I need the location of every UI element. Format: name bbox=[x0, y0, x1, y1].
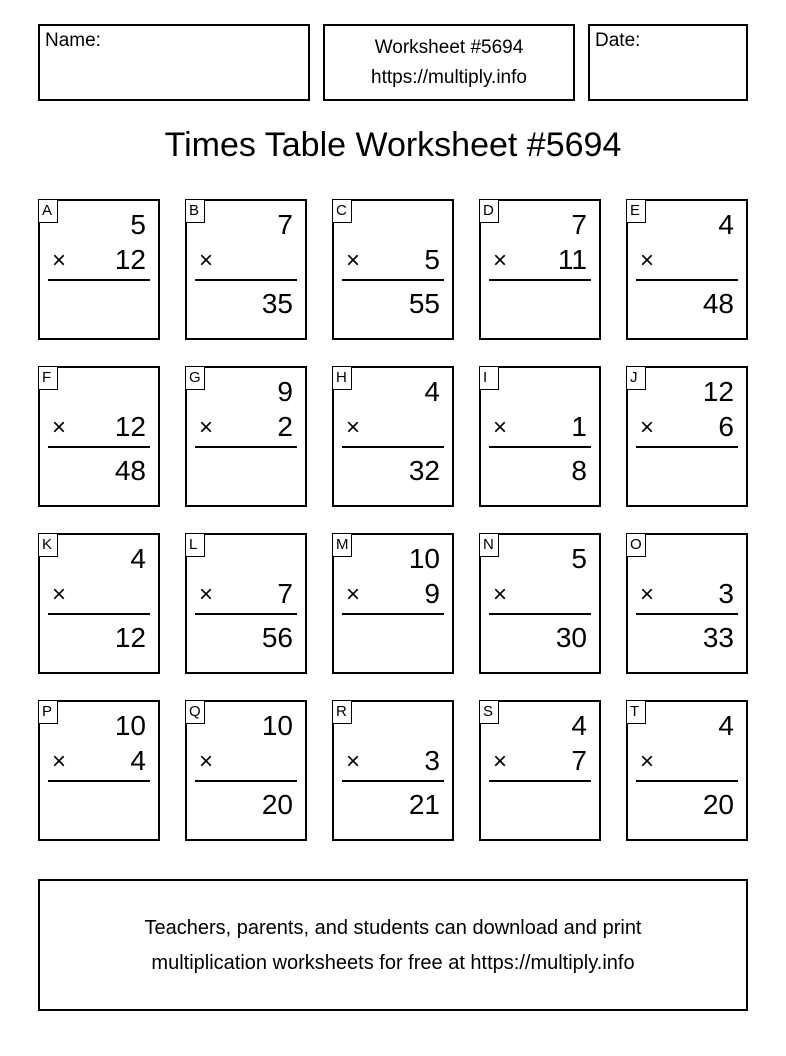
problem-card bbox=[332, 533, 454, 674]
multiplier: 7 bbox=[571, 745, 587, 776]
problem-letter: E bbox=[626, 199, 646, 223]
problem-letter: M bbox=[332, 533, 352, 557]
product: 33 bbox=[702, 622, 734, 653]
multiplicand: 4 bbox=[130, 543, 146, 574]
times-symbol: × bbox=[199, 581, 214, 608]
answer-rule bbox=[342, 279, 444, 281]
times-symbol: × bbox=[493, 247, 508, 274]
multiplicand: 10 bbox=[408, 543, 440, 574]
times-symbol: × bbox=[52, 581, 67, 608]
problem-card bbox=[626, 199, 748, 340]
answer-rule bbox=[489, 446, 591, 448]
times-symbol: × bbox=[346, 748, 361, 775]
problem-card bbox=[626, 533, 748, 674]
problem-card bbox=[185, 700, 307, 841]
problem-letter: S bbox=[479, 700, 499, 724]
name-box bbox=[38, 24, 310, 101]
multiplier: 12 bbox=[114, 411, 146, 442]
problem-letter: G bbox=[185, 366, 205, 390]
multiplicand: 4 bbox=[718, 710, 734, 741]
multiplier: 6 bbox=[718, 411, 734, 442]
multiplicand: 12 bbox=[702, 376, 734, 407]
product: 35 bbox=[261, 288, 293, 319]
problem-letter: A bbox=[38, 199, 58, 223]
problem-letter: P bbox=[38, 700, 58, 724]
times-symbol: × bbox=[52, 247, 67, 274]
problem-card bbox=[332, 199, 454, 340]
problem-card bbox=[332, 700, 454, 841]
worksheet-number: Worksheet #5694 bbox=[374, 37, 524, 58]
problem-letter: N bbox=[479, 533, 499, 557]
problem-card bbox=[479, 700, 601, 841]
answer-rule bbox=[48, 446, 150, 448]
problem-card bbox=[38, 199, 160, 340]
problem-letter: O bbox=[626, 533, 646, 557]
answer-rule bbox=[489, 613, 591, 615]
answer-rule bbox=[195, 613, 297, 615]
multiplier: 4 bbox=[130, 745, 146, 776]
problem-card bbox=[185, 199, 307, 340]
product: 8 bbox=[571, 455, 587, 486]
date-box bbox=[588, 24, 748, 101]
multiplicand: 7 bbox=[277, 209, 293, 240]
answer-rule bbox=[636, 446, 738, 448]
multiplicand: 5 bbox=[571, 543, 587, 574]
problem-card bbox=[479, 199, 601, 340]
multiplicand: 4 bbox=[424, 376, 440, 407]
multiplier: 2 bbox=[277, 411, 293, 442]
times-symbol: × bbox=[493, 414, 508, 441]
multiplier: 1 bbox=[571, 411, 587, 442]
product: 20 bbox=[261, 789, 293, 820]
answer-rule bbox=[195, 446, 297, 448]
product: 48 bbox=[114, 455, 146, 486]
times-symbol: × bbox=[346, 247, 361, 274]
problem-card bbox=[38, 533, 160, 674]
problem-card bbox=[38, 366, 160, 507]
problem-card bbox=[626, 366, 748, 507]
product: 21 bbox=[408, 789, 440, 820]
times-symbol: × bbox=[346, 581, 361, 608]
answer-rule bbox=[489, 780, 591, 782]
problem-letter: I bbox=[479, 366, 499, 390]
multiplicand: 4 bbox=[718, 209, 734, 240]
problem-letter: H bbox=[332, 366, 352, 390]
product: 56 bbox=[261, 622, 293, 653]
multiplier: 7 bbox=[277, 578, 293, 609]
times-symbol: × bbox=[199, 414, 214, 441]
footer-line-1: Teachers, parents, and students can download and print bbox=[144, 917, 642, 939]
problem-letter: L bbox=[185, 533, 205, 557]
problem-letter: B bbox=[185, 199, 205, 223]
times-symbol: × bbox=[493, 581, 508, 608]
multiplicand: 9 bbox=[277, 376, 293, 407]
problem-letter: T bbox=[626, 700, 646, 724]
problem-letter: D bbox=[479, 199, 499, 223]
name-label: Name: bbox=[45, 30, 101, 51]
product: 55 bbox=[408, 288, 440, 319]
problem-card bbox=[185, 366, 307, 507]
times-symbol: × bbox=[52, 748, 67, 775]
multiplier: 12 bbox=[114, 244, 146, 275]
product: 48 bbox=[702, 288, 734, 319]
problem-letter: R bbox=[332, 700, 352, 724]
multiplicand: 4 bbox=[571, 710, 587, 741]
product: 30 bbox=[555, 622, 587, 653]
problem-card bbox=[38, 700, 160, 841]
times-symbol: × bbox=[199, 748, 214, 775]
answer-rule bbox=[48, 279, 150, 281]
answer-rule bbox=[195, 279, 297, 281]
times-symbol: × bbox=[640, 581, 655, 608]
multiplier: 3 bbox=[424, 745, 440, 776]
product: 12 bbox=[114, 622, 146, 653]
footer-line-2: multiplication worksheets for free at https://multiply.info bbox=[151, 952, 635, 974]
problem-letter: C bbox=[332, 199, 352, 223]
problem-letter: Q bbox=[185, 700, 205, 724]
times-symbol: × bbox=[346, 414, 361, 441]
answer-rule bbox=[636, 613, 738, 615]
multiplier: 9 bbox=[424, 578, 440, 609]
multiplicand: 7 bbox=[571, 209, 587, 240]
answer-rule bbox=[48, 780, 150, 782]
page-title: Times Table Worksheet #5694 bbox=[164, 126, 622, 164]
times-symbol: × bbox=[52, 414, 67, 441]
problem-letter: K bbox=[38, 533, 58, 557]
answer-rule bbox=[636, 279, 738, 281]
answer-rule bbox=[342, 780, 444, 782]
product: 20 bbox=[702, 789, 734, 820]
problem-letter: F bbox=[38, 366, 58, 390]
answer-rule bbox=[48, 613, 150, 615]
answer-rule bbox=[489, 279, 591, 281]
times-symbol: × bbox=[640, 414, 655, 441]
multiplicand: 10 bbox=[261, 710, 293, 741]
multiplicand: 5 bbox=[130, 209, 146, 240]
times-symbol: × bbox=[493, 748, 508, 775]
worksheet-id-box bbox=[323, 24, 575, 101]
product: 32 bbox=[408, 455, 440, 486]
multiplier: 5 bbox=[424, 244, 440, 275]
problem-card bbox=[479, 533, 601, 674]
times-symbol: × bbox=[640, 247, 655, 274]
times-symbol: × bbox=[640, 748, 655, 775]
multiplier: 3 bbox=[718, 578, 734, 609]
times-symbol: × bbox=[199, 247, 214, 274]
date-label: Date: bbox=[595, 30, 641, 51]
worksheet-url: https://multiply.info bbox=[371, 67, 527, 88]
problem-card bbox=[185, 533, 307, 674]
multiplicand: 10 bbox=[114, 710, 146, 741]
problem-card bbox=[479, 366, 601, 507]
answer-rule bbox=[342, 446, 444, 448]
answer-rule bbox=[636, 780, 738, 782]
problem-card bbox=[332, 366, 454, 507]
multiplier: 11 bbox=[557, 244, 587, 275]
footer-box bbox=[38, 879, 748, 1011]
answer-rule bbox=[195, 780, 297, 782]
problem-letter: J bbox=[626, 366, 646, 390]
problem-card bbox=[626, 700, 748, 841]
answer-rule bbox=[342, 613, 444, 615]
